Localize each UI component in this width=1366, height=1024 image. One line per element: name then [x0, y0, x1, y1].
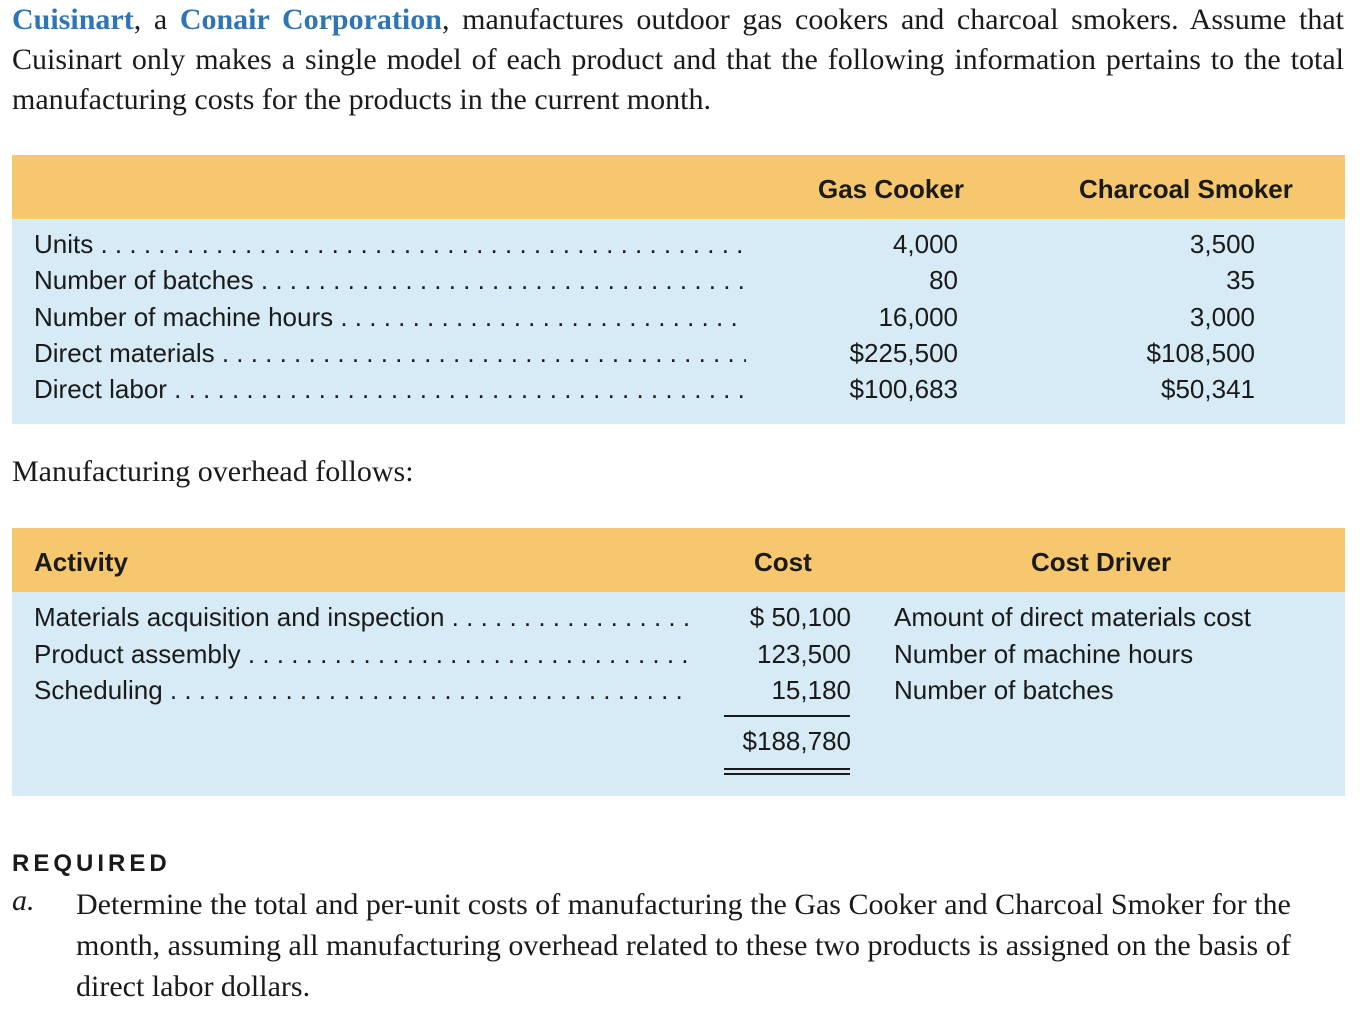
- total-row: [12, 726, 1345, 762]
- intro-connector: , a: [133, 3, 180, 36]
- product-table: [12, 155, 1345, 424]
- activity-label: Product assembly . . .: [34, 639, 690, 670]
- header-activity: Activity: [34, 547, 128, 577]
- intro-paragraph: [12, 0, 1344, 120]
- activity-table-header: [12, 528, 1345, 592]
- activity-driver: Amount of direct materials cost: [894, 602, 1251, 632]
- gas-value: $225,500: [849, 338, 958, 368]
- row-label: Units . . .: [34, 229, 746, 260]
- gas-value: 4,000: [892, 229, 958, 259]
- table-row: [12, 229, 1345, 265]
- table-row: [12, 302, 1345, 338]
- header-cost-driver: Cost Driver: [1031, 547, 1172, 577]
- table-row: [12, 374, 1345, 410]
- charcoal-value: $50,341: [1161, 374, 1255, 404]
- activity-label: Scheduling . . .: [34, 675, 690, 706]
- row-label: Direct materials . . .: [34, 338, 746, 369]
- row-label: Direct labor . . .: [34, 374, 746, 405]
- activity-driver: Number of batches: [894, 675, 1114, 705]
- item-text: Determine the total and per-unit costs of manufacturing the Gas Cooker and Charcoal Smoker for the month, assuming all manufacturing overhead related to these two products is assigned on the basis of direct labor dollars.: [76, 888, 1291, 1003]
- charcoal-value: $108,500: [1146, 338, 1255, 368]
- gas-value: 16,000: [878, 302, 958, 332]
- activity-cost: 123,500: [757, 639, 851, 669]
- header-charcoal-smoker: Charcoal Smoker: [1079, 174, 1293, 204]
- table-row: [12, 265, 1345, 301]
- table-row: [12, 602, 1345, 638]
- activity-cost: $ 50,100: [749, 602, 851, 632]
- charcoal-value: 3,500: [1189, 229, 1255, 259]
- activity-table: [12, 528, 1345, 796]
- header-gas-cooker: Gas Cooker: [818, 174, 964, 204]
- charcoal-value: 3,000: [1189, 302, 1255, 332]
- product-table-header: [12, 155, 1345, 219]
- parent-company: Conair Corporation: [179, 3, 442, 36]
- total-double-rule-bottom: [724, 773, 850, 775]
- gas-value: $100,683: [849, 374, 958, 404]
- activity-cost: 15,180: [771, 675, 851, 705]
- activity-label: Materials acquisition and inspection . . .: [34, 602, 690, 633]
- charcoal-value: 35: [1226, 265, 1255, 295]
- overhead-intro: Manufacturing overhead follows:: [12, 455, 414, 488]
- item-letter: a.: [12, 884, 35, 917]
- row-label: Number of machine hours . . .: [34, 302, 746, 333]
- intro-text: , manufactures outdoor gas cookers and charcoal smokers. Assume that Cuisinart only makes a single model of each product and that the following information pertains to the total manufacturing costs for the products in the current month.: [12, 3, 1344, 116]
- row-label: Number of batches . . .: [34, 265, 746, 296]
- table-row: [12, 639, 1345, 675]
- table-row: [12, 675, 1345, 711]
- table-row: [12, 338, 1345, 374]
- activity-driver: Number of machine hours: [894, 639, 1194, 669]
- subtotal-rule: [724, 715, 850, 717]
- gas-value: 80: [929, 265, 958, 295]
- total-cost: $188,780: [742, 726, 851, 756]
- company-name: Cuisinart: [12, 3, 134, 36]
- total-double-rule-top: [724, 768, 850, 770]
- required-heading: REQUIRED: [12, 850, 171, 877]
- header-cost: Cost: [754, 547, 812, 577]
